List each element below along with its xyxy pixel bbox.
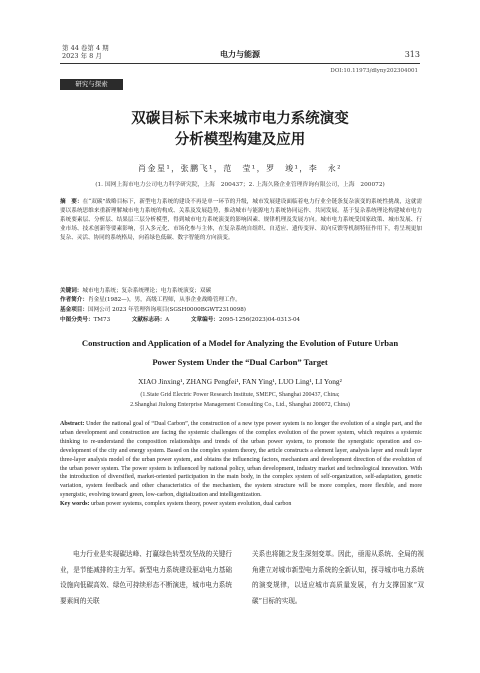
journal-name: 电力与能源 xyxy=(220,49,260,59)
clc-code: TM73 xyxy=(93,317,111,323)
clc-label: 中图分类号： xyxy=(60,317,94,323)
issue-date: 2023 年 8 月 xyxy=(62,52,102,60)
author-bio-text: 肖金星(1982—)，男，高级工程师，从事企业战略管理工作。 xyxy=(87,297,241,303)
title-en-line2: Power System Under the “Dual Carbon” Target xyxy=(152,357,328,367)
authors-en: XIAO Jinxing¹, ZHANG Pengfei¹, FAN Ying¹, LUO Ling¹, LI Yong² xyxy=(138,377,342,386)
title-en-line1: Construction and Application of a Model for Analyzing the Evolution of Future Urban xyxy=(81,338,399,348)
abstract-zh-label: 摘 要： xyxy=(60,199,83,205)
title-zh-line1: 双碳目标下未来城市电力系统演变 xyxy=(131,110,349,127)
doc-code-label: 文献标志码： xyxy=(131,317,166,323)
affiliation-en-line1: (1.State Grid Electric Power Research Institute, SMEPC, Shanghai 200437, China; xyxy=(140,392,340,398)
title-zh-line2: 分析模型构建及应用 xyxy=(174,131,306,148)
keywords-en-text: urban power systems, complex system theory, power system evolution, dual carbon xyxy=(91,501,292,508)
fund-label: 基金项目： xyxy=(60,307,88,313)
volume-issue: 第 44 卷第 4 期 xyxy=(62,44,109,52)
abstract-en xyxy=(60,420,422,509)
affiliation-en-line2: 2.Shanghai Jiulong Enterprise Management Consulting Co., Ltd., Shanghai 200072, China) xyxy=(130,402,350,408)
section-tag: 研究与探索 xyxy=(60,79,123,90)
abstract-en-label: Abstract: xyxy=(60,421,85,427)
keywords-en xyxy=(60,500,422,509)
body-text-left-column: 电力行业是实现碳达峰、打赢绿色转型攻坚战的关键行业，是节能减排的主力军。新型电力系统建设驱动电力基础设施向低碳高效、绿色可持续形态不断演进，城市电力系统要素间的关联 xyxy=(60,550,232,605)
page-number: 313 xyxy=(404,50,420,59)
keywords-en-label: Key words: xyxy=(60,501,90,508)
abstract-zh-text: 在“双碳”战略目标下，新型电力系统的建设不再是单一环节的升级，城市发展建设面临着电力行业全链条复杂演变的系统性挑战，这就需要以系统思维来重新理解城市电力系统的构成、关系及发展趋势，推动城市与能源电力系统协同运作、共同发展。基于复杂系统理论构建城市电力系统要素层、分析层、结果层三层分析模型，得到城市电力系统演变的影响因素、规律机理及发展方向。城市电力系统受国家政策、城市发展、行业市场、技术创新等要素影响，引入多元化、市场化参与主体，在复杂系统自组织、自适应、遗传变异、双向反馈等机制特征作用下，将呈现更加复杂、灵活、协同的系统格局，向着绿色低碳、数字智能的方向演变。 xyxy=(60,199,422,241)
keywords-zh-text: 城市电力系统；复杂系统理论；电力系统演变；双碳 xyxy=(82,288,212,294)
keywords-zh-label: 关键词： xyxy=(60,288,83,294)
abstract-en-text: Under the national goal of “Dual Carbon”, the construction of a new type power system is no longer the evolution of a single part, and the urban development and construction are facing the systemic challenges of the complex evolution of the power system, which requires a systemic thinking to re-understand the composition relationships and trends of the urban power system, to promote the synergistic operation and co-development of the city and energy system. Based on the complex system theory, the article constructs a element layer, analysis layer and result layer three-layer analysis model of the urban power system, and obtains the influencing factors, mechanism and development direction of the evolution of the urban power system. The power system is influenced by national policy, urban development, industry market and technological innovation. With the introduction of diversified, market-oriented participation in the main body, in the complex system of self-organization, self-adaptation, genetic variation, system feedback and other characteristics of the mechanism, the system structure will be more complex, more flexible, and more synergistic, evolving toward green, low-carbon, digitalization and intelligentization. xyxy=(60,421,422,499)
author-bio-label: 作者简介： xyxy=(60,297,88,303)
author-bio xyxy=(60,296,422,305)
header-rule xyxy=(60,63,420,64)
fund-text: 国网公司 2023 年管理咨询项目(SGSH0000BGWT2310098) xyxy=(87,307,246,313)
keywords-zh xyxy=(60,287,422,296)
article-id-label: 文章编号： xyxy=(190,317,219,323)
doi: DOI:10.11973/dlyny202304001 xyxy=(330,68,418,74)
body-text-right-column: 关系也将随之发生深刻变革。因此，亟需从系统、全局的视角建立对城市新型电力系统的全新认知，探寻城市电力系统的演变规律，以适应城市高质量发展，有力支撑国家“双碳”目标的实现。 xyxy=(252,550,424,605)
affiliation-zh: (1. 国网上海市电力公司电力科学研究院，上海 200437；2. 上海久隆企业管理咨询有限公司，上海 200072) xyxy=(95,182,385,188)
fund-project xyxy=(60,306,422,315)
article-id: 2095-1256(2023)04-0313-04 xyxy=(218,317,301,323)
doc-code: A xyxy=(165,317,170,323)
classification-line xyxy=(60,316,422,325)
abstract-zh xyxy=(60,198,422,243)
authors-zh: 肖金星¹，张鹏飞¹，范 莹¹，罗 竣¹，李 永² xyxy=(137,164,343,173)
